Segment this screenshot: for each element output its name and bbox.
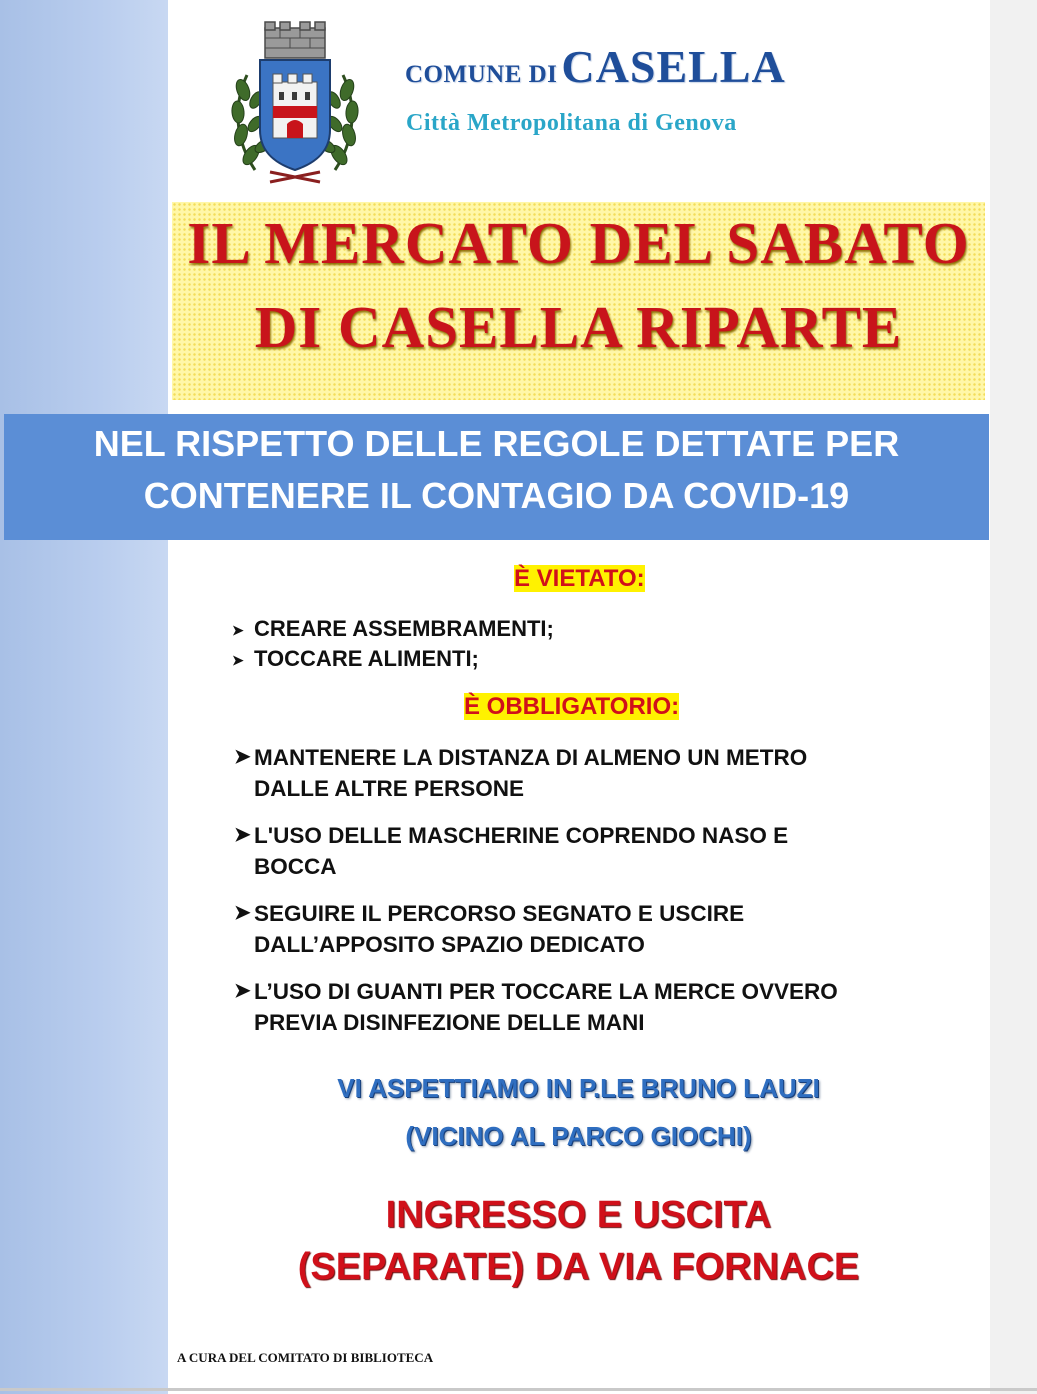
headline-line-1: IL MERCATO DEL SABATO — [187, 210, 970, 276]
location-line-2: (VICINO AL PARCO GIOCHI) — [405, 1121, 752, 1151]
mandatory-list — [234, 742, 838, 1054]
banner-line-2: CONTENERE IL CONTAGIO DA COVID-19 — [143, 475, 850, 516]
mandatory-heading — [462, 692, 681, 722]
coat-of-arms-icon — [225, 20, 365, 190]
comune-prefix: COMUNE DI — [405, 61, 558, 88]
location-line-1: VI ASPETTIAMO IN P.LE BRUNO LAUZI — [337, 1073, 820, 1103]
prohibited-heading-text: È VIETATO: — [514, 565, 645, 592]
list-item: ➤ CREARE ASSEMBRAMENTI; — [232, 614, 554, 644]
prohibited-list — [232, 614, 554, 674]
mandatory-heading-text: È OBBLIGATORIO: — [464, 693, 680, 720]
left-decorative-band — [0, 0, 168, 1394]
list-item: ➤ L’USO DI GUANTI PER TOCCARE LA MERCE OVVERO PREVIA DISINFEZIONE DELLE MANI — [234, 976, 838, 1038]
entry-notice-line-2: (SEPARATE) DA VIA FORNACE — [297, 1246, 860, 1288]
headline-line-2: DI CASELLA RIPARTE — [254, 294, 903, 360]
municipality-title — [405, 40, 965, 100]
credit-footer: A CURA DEL COMITATO DI BIBLIOTECA — [177, 1350, 434, 1365]
entry-notice-line-1: INGRESSO E USCITA — [385, 1194, 772, 1236]
list-item: ➤ SEGUIRE IL PERCORSO SEGNATO E USCIRE DALL’APPOSITO SPAZIO DEDICATO — [234, 898, 838, 960]
prohibited-heading — [512, 564, 647, 594]
metropolitan-city-subtitle: Città Metropolitana di Genova — [406, 110, 737, 136]
arrow-bullet-icon: ➤ — [232, 652, 244, 668]
comune-name: CASELLA — [561, 41, 786, 92]
banner-line-1: NEL RISPETTO DELLE REGOLE DETTATE PER — [93, 423, 900, 464]
arrow-bullet-icon: ➤ — [234, 902, 251, 924]
arrow-bullet-icon: ➤ — [234, 980, 251, 1002]
arrow-bullet-icon: ➤ — [234, 746, 251, 768]
list-item: ➤ MANTENERE LA DISTANZA DI ALMENO UN METRO DALLE ALTRE PERSONE — [234, 742, 838, 804]
arrow-bullet-icon: ➤ — [232, 622, 244, 638]
page-bottom-divider — [0, 1388, 1037, 1391]
viewer-margin — [990, 0, 1037, 1394]
arrow-bullet-icon: ➤ — [234, 824, 251, 846]
list-item: ➤ L'USO DELLE MASCHERINE COPRENDO NASO E BOCCA — [234, 820, 838, 882]
list-item: ➤ TOCCARE ALIMENTI; — [232, 644, 554, 674]
